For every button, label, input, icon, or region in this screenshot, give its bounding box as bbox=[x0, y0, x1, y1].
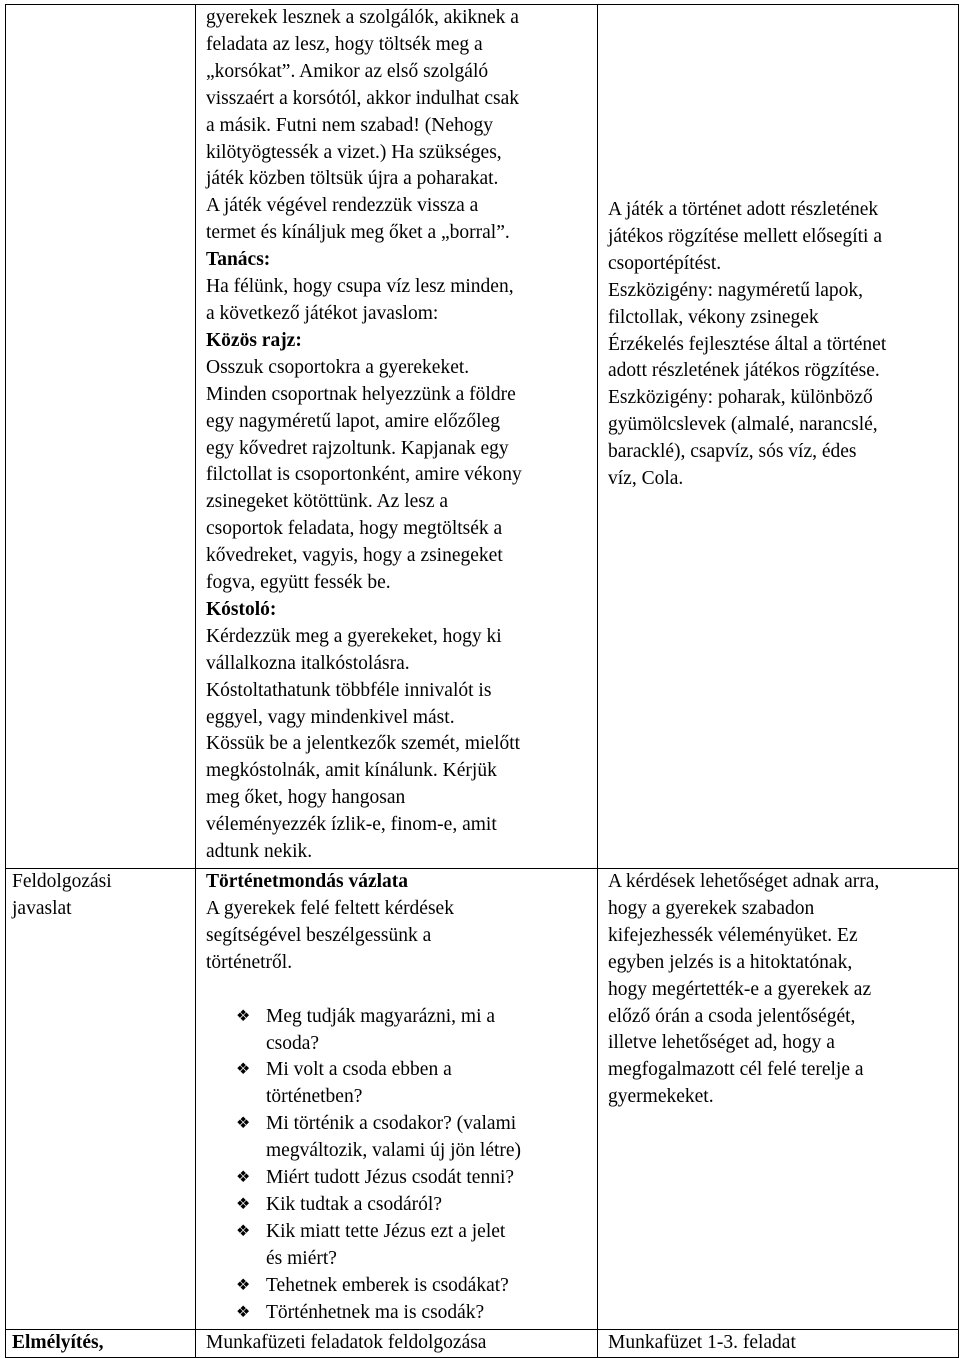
tanacs-heading: Tanács: bbox=[206, 249, 271, 271]
text-line: megváltozik, valami új jön létre) bbox=[266, 1140, 522, 1162]
activity-text: Munkafüzeti feladatok feldolgozása bbox=[206, 1332, 487, 1353]
question-text bbox=[266, 1165, 591, 1192]
text-line: csoda? bbox=[266, 1032, 320, 1054]
diamond-bullet-icon: ❖ bbox=[236, 1195, 251, 1213]
text-line: megfogalmazott cél felé terelje a bbox=[608, 1059, 864, 1081]
question-text bbox=[266, 1004, 591, 1058]
text-line: Kik miatt tette Jézus ezt a jelet bbox=[266, 1220, 506, 1242]
text-line: Kérdezzük meg a gyerekeket, hogy ki bbox=[206, 625, 502, 647]
tanacs-text bbox=[206, 274, 591, 328]
text-line: történetről. bbox=[206, 951, 293, 973]
text-line: hogy a gyerekek szabadon bbox=[608, 897, 815, 919]
text-line: filctollat is csoportonként, amire vékony bbox=[206, 464, 522, 486]
text-line: Miért tudott Jézus csodát tenni? bbox=[266, 1167, 515, 1189]
text-line: illetve lehetőséget ad, hogy a bbox=[608, 1032, 835, 1054]
table-row bbox=[6, 869, 959, 1330]
text-line: játékos rögzítése mellett elősegíti a bbox=[608, 225, 882, 247]
question-text bbox=[266, 1057, 591, 1111]
list-item bbox=[206, 1219, 591, 1273]
text-line: egy nagyméretű lapot, amire előzőleg bbox=[206, 410, 501, 432]
table-row bbox=[6, 5, 959, 869]
list-item bbox=[206, 1111, 591, 1165]
text-line: feladata az lesz, hogy töltsék meg a bbox=[206, 33, 483, 55]
intro-text bbox=[206, 896, 591, 977]
text-line: Kik tudtak a csodáról? bbox=[266, 1193, 442, 1215]
diamond-bullet-icon: ❖ bbox=[236, 1276, 251, 1294]
text-line: Történhetnek ma is csodák? bbox=[266, 1301, 485, 1323]
activity-cell bbox=[196, 5, 598, 869]
text-line: hogy megértették-e a gyerekek az bbox=[608, 978, 872, 1000]
text-line: megkóstolnák, amit kínálunk. Kérjük bbox=[206, 760, 497, 782]
text-line: adtunk nekik. bbox=[206, 841, 313, 863]
text-line: filctollak, vékony zsinegek bbox=[608, 306, 819, 328]
phase-label-cell bbox=[6, 869, 196, 1330]
kostolo-heading: Kóstoló: bbox=[206, 598, 277, 620]
text-line: Kóstoltathatunk többféle innivalót is bbox=[206, 679, 492, 701]
list-item bbox=[206, 1004, 591, 1058]
diamond-bullet-icon: ❖ bbox=[236, 1115, 251, 1133]
text-line: előző órán a csoda jelentőségét, bbox=[608, 1005, 856, 1027]
diamond-bullet-icon: ❖ bbox=[236, 1061, 251, 1079]
question-text bbox=[266, 1219, 591, 1273]
text-line: és miért? bbox=[266, 1247, 337, 1269]
text-line: meg őket, hogy hangosan bbox=[206, 787, 406, 809]
label-line: Feldolgozási bbox=[12, 871, 112, 892]
text-line: Mi történik a csodakor? (valami bbox=[266, 1113, 517, 1135]
question-text bbox=[266, 1192, 591, 1219]
note-cell bbox=[598, 869, 959, 1330]
text-line: visszaért a korsótól, akkor indulhat csak bbox=[206, 87, 519, 109]
text-line: víz, Cola. bbox=[608, 468, 684, 490]
text-line: a következő játékot javaslom: bbox=[206, 302, 439, 324]
note-text bbox=[608, 869, 952, 1111]
text-line: Mi volt a csoda ebben a bbox=[266, 1059, 452, 1081]
text-line: zsinegeket kötöttünk. Az lesz a bbox=[206, 491, 449, 513]
lesson-plan-table bbox=[5, 4, 959, 1358]
question-text bbox=[266, 1273, 591, 1300]
text-line: gyümölcslevek (almalé, narancslé, bbox=[608, 414, 878, 436]
note-text: Munkafüzet 1-3. feladat bbox=[608, 1332, 796, 1353]
diamond-bullet-icon: ❖ bbox=[236, 1169, 251, 1187]
note-cell bbox=[598, 5, 959, 869]
text-line: játék közben töltsük újra a poharakat. bbox=[206, 168, 499, 190]
text-line: csoportépítést. bbox=[608, 252, 722, 274]
kostolo-text bbox=[206, 624, 591, 866]
text-line: eggyel, vagy mindenkivel mást. bbox=[206, 706, 455, 728]
note-cell bbox=[598, 1330, 959, 1358]
text-line: fogva, együtt fessék be. bbox=[206, 572, 391, 594]
text-line: A játék a történet adott részletének bbox=[608, 199, 879, 220]
label-line: javaslat bbox=[12, 897, 72, 919]
note-text bbox=[608, 197, 952, 493]
phase-label: Elmélyítés, bbox=[12, 1332, 104, 1353]
text-line: Érzékelés fejlesztése által a történet bbox=[608, 333, 887, 355]
text-line: gyerekek lesznek a szolgálók, akiknek a bbox=[206, 7, 519, 28]
text-line: a másik. Futni nem szabad! (Nehogy bbox=[206, 114, 494, 136]
kozos-rajz-text bbox=[206, 355, 591, 597]
text-line: vállalkozna italkóstolásra. bbox=[206, 652, 410, 674]
question-list bbox=[206, 1004, 591, 1327]
story-outline-heading: Történetmondás vázlata bbox=[206, 871, 409, 892]
text-line: Kössük be a jelentkezők szemét, mielőtt bbox=[206, 733, 521, 755]
text-line: csoportok feladata, hogy megtöltsék a bbox=[206, 518, 503, 540]
diamond-bullet-icon: ❖ bbox=[236, 1222, 251, 1240]
diamond-bullet-icon: ❖ bbox=[236, 1303, 251, 1321]
phase-label bbox=[12, 869, 189, 923]
text-line: Eszközigény: nagyméretű lapok, bbox=[608, 279, 864, 301]
text-line: A játék végével rendezzük vissza a bbox=[206, 195, 479, 217]
text-line: adott részletének játékos rögzítése. bbox=[608, 360, 880, 382]
text-line: A gyerekek felé feltett kérdések bbox=[206, 897, 454, 919]
text-line: véleményezzék ízlik-e, finom-e, amit bbox=[206, 814, 497, 836]
text-line: Tehetnek emberek is csodákat? bbox=[266, 1274, 509, 1296]
text-line: segítségével beszélgessünk a bbox=[206, 924, 432, 946]
list-item bbox=[206, 1057, 591, 1111]
text-line: kifejezhessék véleményüket. Ez bbox=[608, 924, 858, 946]
list-item bbox=[206, 1192, 591, 1219]
text-line: egyben jelzés is a hitoktatónak, bbox=[608, 951, 853, 973]
activity-text bbox=[206, 5, 591, 247]
list-item bbox=[206, 1300, 591, 1327]
kozos-rajz-heading: Közös rajz: bbox=[206, 329, 302, 351]
diamond-bullet-icon: ❖ bbox=[236, 1007, 251, 1025]
text-line: Ha félünk, hogy csupa víz lesz minden, bbox=[206, 276, 514, 298]
text-line: gyermekeket. bbox=[608, 1086, 714, 1108]
text-line: Osszuk csoportokra a gyerekeket. bbox=[206, 356, 470, 378]
list-item bbox=[206, 1165, 591, 1192]
text-line: A kérdések lehetőséget adnak arra, bbox=[608, 871, 880, 892]
text-line: történetben? bbox=[266, 1086, 363, 1108]
table-row bbox=[6, 1330, 959, 1358]
text-line: kilötyögtessék a vizet.) Ha szükséges, bbox=[206, 141, 502, 163]
text-line: Meg tudják magyarázni, mi a bbox=[266, 1005, 496, 1027]
text-line: kővedreket, vagyis, hogy a zsinegeket bbox=[206, 545, 503, 567]
phase-label-cell bbox=[6, 5, 196, 869]
activity-cell bbox=[196, 1330, 598, 1358]
activity-cell bbox=[196, 869, 598, 1330]
text-line: egy kővedret rajzoltunk. Kapjanak egy bbox=[206, 437, 509, 459]
text-line: Minden csoportnak helyezzünk a földre bbox=[206, 383, 516, 405]
question-text bbox=[266, 1111, 591, 1165]
text-line: „korsókat”. Amikor az első szolgáló bbox=[206, 60, 489, 82]
text-line: Eszközigény: poharak, különböző bbox=[608, 387, 873, 409]
phase-label-cell bbox=[6, 1330, 196, 1358]
text-line: termet és kínáljuk meg őket a „borral”. bbox=[206, 222, 510, 244]
list-item bbox=[206, 1273, 591, 1300]
question-text bbox=[266, 1300, 591, 1327]
text-line: baracklé), csapvíz, sós víz, édes bbox=[608, 441, 857, 463]
